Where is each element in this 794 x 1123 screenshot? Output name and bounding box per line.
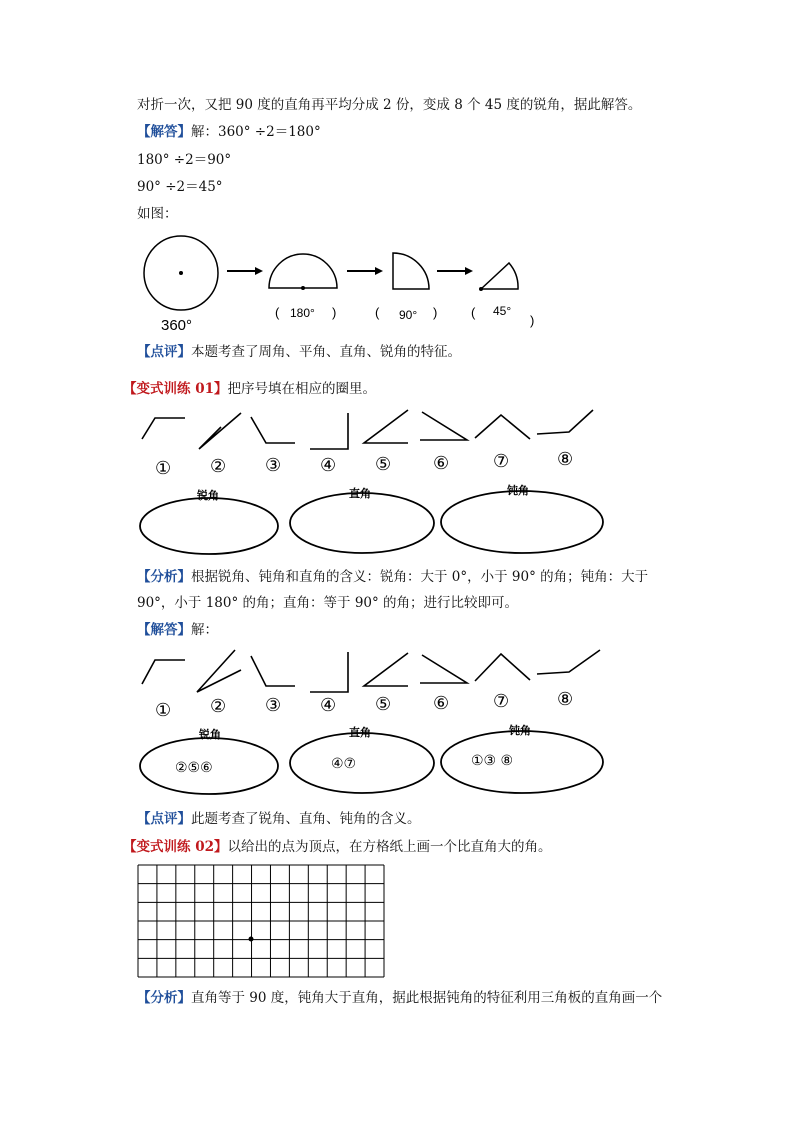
comment-tag: 【点评】 — [137, 344, 191, 360]
ellipse-acute — [140, 498, 278, 554]
exercise-01-tag: 【变式训练 01】 — [123, 381, 228, 397]
label-360: 360° — [161, 317, 193, 334]
paren-open-90: ( — [375, 305, 380, 320]
angle-sorting-figure — [137, 405, 607, 555]
answer-number-3: ③ — [265, 695, 282, 716]
grid-paper — [137, 864, 385, 978]
number-7: ⑦ — [493, 451, 510, 472]
answer-ellipse-obtuse — [441, 731, 603, 793]
answer-number-8: ⑧ — [557, 689, 574, 710]
number-8: ⑧ — [557, 449, 574, 470]
paren-close-45: ) — [530, 313, 535, 328]
exercise-01 — [123, 380, 376, 398]
solution-1-tag: 【解答】 — [137, 622, 191, 638]
analysis-2-tag: 【分析】 — [137, 990, 191, 1006]
angle-5 — [364, 410, 408, 443]
exercise-02-text: 以给出的点为顶点，在方格纸上画一个比直角大的角。 — [227, 839, 552, 855]
exercise-01-text: 把序号填在相应的圈里。 — [227, 381, 376, 397]
quarter-circle — [393, 253, 429, 289]
calc-line-3: 90° ÷2＝45° — [137, 179, 223, 195]
label-right: 直角 — [349, 487, 371, 500]
label-acute: 锐角 — [197, 489, 219, 502]
answer-number-7: ⑦ — [493, 691, 510, 712]
angle-3 — [251, 417, 295, 443]
analysis-2 — [137, 989, 662, 1007]
paren-close-90: ) — [433, 305, 438, 320]
angle-answer-figure — [137, 648, 607, 800]
answer-label-obtuse: 钝角 — [509, 724, 531, 737]
answer-number-5: ⑤ — [375, 694, 392, 715]
exercise-02 — [123, 838, 552, 856]
answer-text: 解：360° ÷2＝180° — [191, 124, 321, 140]
answer-number-6: ⑥ — [433, 693, 450, 714]
answer-angle-1 — [142, 660, 185, 684]
grid-lines — [138, 865, 384, 977]
number-4: ④ — [320, 455, 337, 476]
acute-answer: ②⑤⑥ — [175, 760, 213, 776]
solution-1-text: 解： — [191, 622, 218, 638]
answer-number-2: ② — [210, 696, 227, 717]
comment-2-text: 此题考查了锐角、直角、钝角的含义。 — [191, 811, 421, 827]
answer-angle-6 — [420, 655, 467, 683]
semicircle — [269, 254, 337, 288]
circle-center — [179, 271, 183, 275]
analysis-1-cont: 90°，小于 180° 的角；直角：等于 90° 的角；进行比较即可。 — [137, 595, 519, 611]
ellipse-obtuse — [441, 491, 603, 553]
arrow-1-head — [255, 267, 263, 275]
answer-line — [137, 123, 321, 141]
vertex-point — [249, 937, 254, 942]
label-obtuse: 钝角 — [507, 484, 529, 497]
answer-angle-4 — [310, 652, 348, 692]
answer-tag: 【解答】 — [137, 124, 191, 140]
answer-angle-2 — [197, 650, 241, 692]
answer-label-acute: 锐角 — [199, 728, 221, 741]
number-3: ③ — [265, 455, 282, 476]
answer-label-right: 直角 — [349, 726, 371, 739]
number-5: ⑤ — [375, 454, 392, 475]
answer-ellipse-right — [290, 733, 434, 793]
number-2: ② — [210, 456, 227, 477]
paren-open-180: ( — [275, 305, 280, 320]
arrow-2-head — [375, 267, 383, 275]
analysis-1-text: 根据锐角、钝角和直角的含义：锐角：大于 0°，小于 90° 的角；钝角：大于 — [191, 569, 649, 585]
answer-angle-3 — [251, 656, 295, 686]
arrow-3-head — [465, 267, 473, 275]
angle-2 — [199, 413, 241, 449]
semicircle-center — [301, 286, 305, 290]
label-45: 45° — [493, 304, 512, 318]
analysis-1-tag: 【分析】 — [137, 569, 191, 585]
answer-number-4: ④ — [320, 695, 337, 716]
answer-number-1: ① — [155, 700, 172, 721]
comment-line-2 — [137, 810, 421, 828]
angle-1 — [142, 418, 185, 439]
analysis-1 — [137, 568, 648, 586]
solution-1 — [137, 621, 218, 639]
number-1: ① — [155, 458, 172, 479]
angle-8 — [537, 410, 593, 434]
ellipse-right — [290, 493, 434, 553]
paren-open-45: ( — [471, 305, 476, 320]
paren-close-180: ) — [332, 305, 337, 320]
eighth-sector — [481, 263, 518, 289]
exercise-02-tag: 【变式训练 02】 — [123, 839, 228, 855]
sector-vertex — [479, 287, 483, 291]
angle-division-figure — [137, 233, 537, 333]
comment-line-1 — [137, 343, 461, 361]
angle-7 — [475, 415, 530, 439]
label-90: 90° — [399, 308, 418, 322]
comment-2-tag: 【点评】 — [137, 811, 191, 827]
answer-angle-5 — [364, 653, 408, 686]
text-line-1: 对折一次，又把 90 度的直角再平均分成 2 份，变成 8 个 45 度的锐角，据此解答。 — [137, 97, 642, 113]
analysis-2-text: 直角等于 90 度，钝角大于直角，据此根据钝角的特征利用三角板的直角画一个 — [191, 990, 663, 1006]
comment-text: 本题考查了周角、平角、直角、锐角的特征。 — [191, 344, 461, 360]
obtuse-answer: ①③ ⑧ — [471, 753, 514, 769]
label-180: 180° — [290, 306, 315, 320]
angle-6 — [420, 412, 467, 440]
number-6: ⑥ — [433, 453, 450, 474]
answer-angle-8 — [537, 650, 600, 674]
right-answer: ④⑦ — [331, 756, 357, 772]
figure-intro: 如图： — [137, 206, 178, 222]
angle-4 — [310, 413, 348, 449]
answer-angle-7 — [475, 654, 530, 681]
calc-line-2: 180° ÷2＝90° — [137, 152, 232, 168]
